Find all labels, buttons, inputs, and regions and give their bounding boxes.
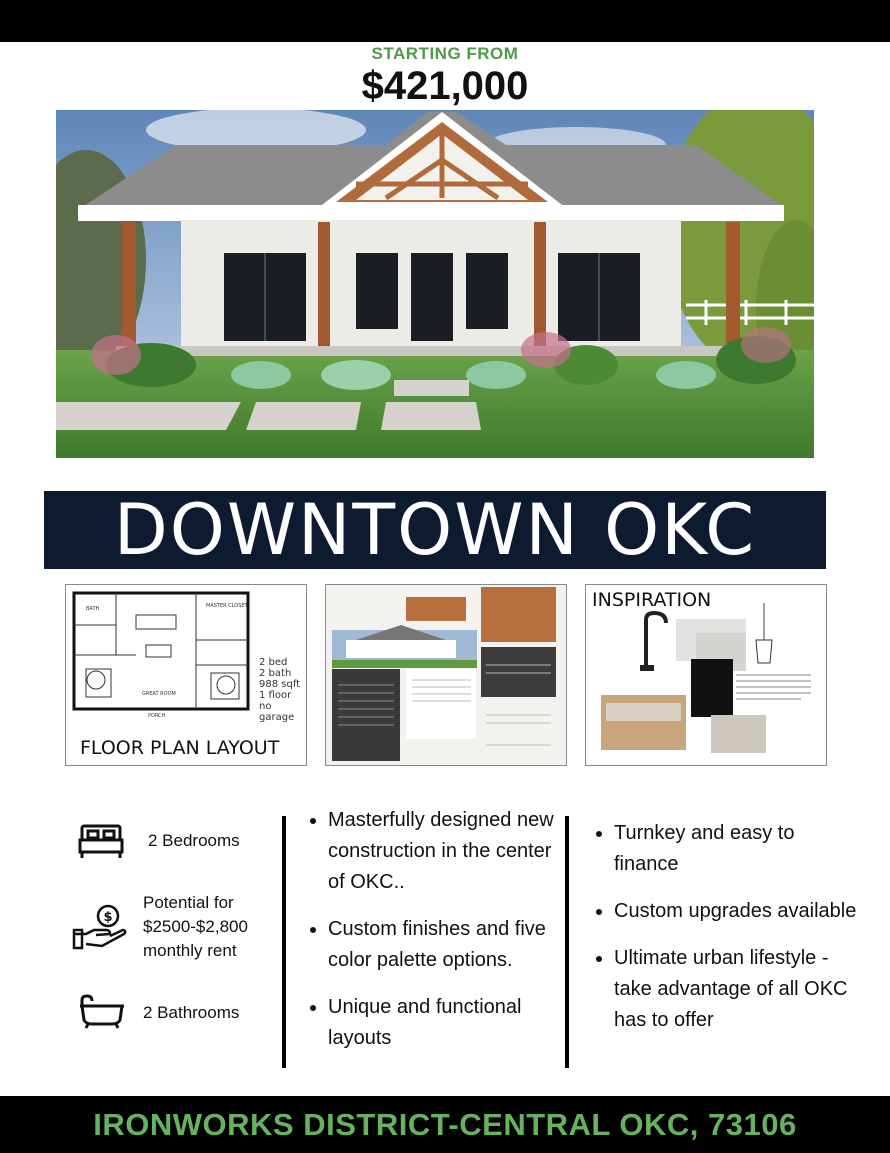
note-bath: 2 bath [259,668,292,679]
feature-bedrooms: 2 Bedrooms [148,831,240,850]
feature-rent: Potential for $2500-$2,800 monthly rent [143,893,248,960]
floor-plan-label: FLOOR PLAN LAYOUT [80,737,280,759]
top-bar [0,0,890,42]
bullet-item: • Custom finishes and five color palette options. [328,914,556,976]
svg-text:MASTER CLOSET: MASTER CLOSET [206,603,248,609]
svg-text:GREAT ROOM: GREAT ROOM [142,691,176,697]
starting-from-label: STARTING FROM [371,44,519,63]
svg-text:PORCH: PORCH [148,713,166,719]
bed-icon [78,822,124,865]
bullet-item: • Masterfully designed new construction in the center of OKC.. [328,805,556,898]
hand-money-icon [72,904,130,957]
inspiration-thumbnail[interactable] [585,584,827,766]
bullet-item: • Ultimate urban lifestyle - take advantage of all OKC has to offer [614,943,860,1036]
floor-plan-thumbnail[interactable] [65,584,307,766]
hero-house-image [56,110,814,458]
svg-text:$: $ [103,910,113,925]
price: $421,000 [361,64,529,108]
footer-address: IRONWORKS DISTRICT-CENTRAL OKC, 73106 [0,1096,890,1153]
note-garage: no garage [259,701,295,723]
note-bed: 2 bed [259,657,288,668]
svg-text:BATH: BATH [86,606,100,612]
bullets-left [306,805,556,1070]
floor-plan-notes [259,657,305,723]
bathtub-icon [78,994,126,1035]
divider-right [565,816,569,1068]
location-banner: DOWNTOWN OKC [44,491,826,569]
note-floor: 1 floor [259,690,292,701]
brochure-thumbnail[interactable] [325,584,567,766]
note-sqft: 988 sqft [259,679,301,690]
bullet-item: • Unique and functional layouts [328,992,556,1054]
bullet-item: • Turnkey and easy to finance [614,818,860,880]
feature-bathrooms: 2 Bathrooms [143,1003,240,1022]
bullet-item: • Custom upgrades available [614,896,860,927]
inspiration-label: INSPIRATION [592,589,712,611]
divider-left [282,816,286,1068]
bullets-right [592,818,860,1052]
